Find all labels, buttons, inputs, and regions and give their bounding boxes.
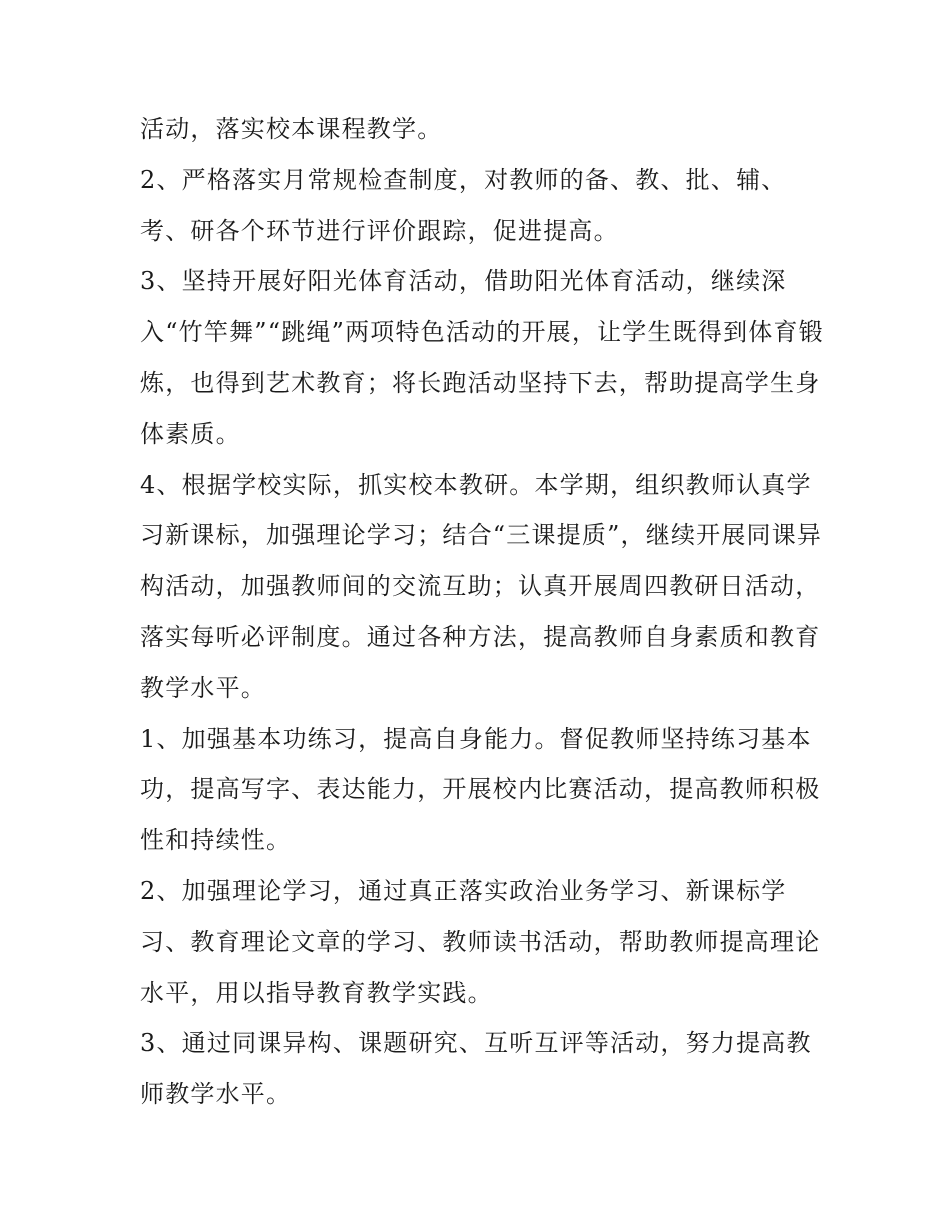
text-line: 考、研各个环节进行评价跟踪，促进提高。 (140, 216, 619, 245)
text-line: 体素质。 (140, 419, 241, 448)
text-line: 3、坚持开展好阳光体育活动，借助阳光体育活动，继续深 (140, 267, 787, 296)
text-line: 水平，用以指导教育教学实践。 (140, 978, 493, 1007)
text-line: 落实每听必评制度。通过各种方法，提高教师自身素质和教育 (140, 622, 821, 651)
text-line: 3、通过同课异构、课题研究、互听互评等活动，努力提高教 (140, 1029, 812, 1058)
text-line: 习新课标，加强理论学习；结合“三课提质”，继续开展同课异 (140, 521, 823, 550)
text-line: 2、严格落实月常规检查制度，对教师的备、教、批、辅、 (140, 165, 787, 194)
text-line: 师教学水平。 (140, 1080, 292, 1109)
text-line: 习、教育理论文章的学习、教师读书活动，帮助教师提高理论 (140, 927, 821, 956)
text-line: 构活动，加强教师间的交流互助；认真开展周四教研日活动， (140, 572, 821, 601)
text-line: 2、加强理论学习，通过真正落实政治业务学习、新课标学 (140, 876, 787, 905)
text-line: 1、加强基本功练习，提高自身能力。督促教师坚持练习基本 (140, 724, 812, 753)
text-line: 性和持续性。 (140, 826, 292, 855)
document-body (140, 104, 824, 1120)
text-line: 炼，也得到艺术教育；将长跑活动坚持下去，帮助提高学生身 (140, 368, 821, 397)
text-line: 入“竹竿舞”“跳绳”两项特色活动的开展，让学生既得到体育锻 (140, 318, 824, 347)
text-line: 4、根据学校实际，抓实校本教研。本学期，组织教师认真学 (140, 470, 812, 499)
text-line: 活动，落实校本课程教学。 (140, 115, 443, 143)
text-line: 功，提高写字、表达能力，开展校内比赛活动，提高教师积极 (140, 775, 821, 804)
text-line: 教学水平。 (140, 673, 266, 702)
